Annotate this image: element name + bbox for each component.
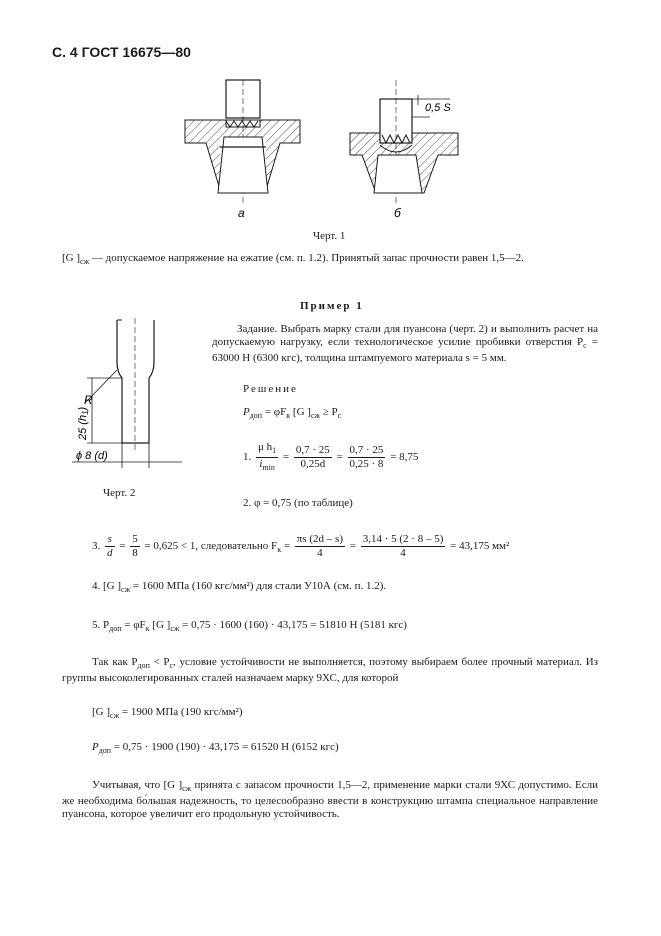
figure-2-radius-label: R: [84, 393, 93, 407]
step-5: 5. $P_{доп} = \varphi F_к$ [G ]$_{сж} = 0,75 \cdot 1600$ (160) · 43,175 = 51810 Н (5181 кгс): [92, 619, 407, 634]
fraction: $\frac{0,7 \cdot 25}{0,25 \cdot 8}$: [349, 444, 384, 471]
figure-2-height-label: 25 (h1): [77, 406, 90, 440]
fraction: $\frac{\pi s (2d - s)}{4}$: [296, 533, 343, 559]
figure-1-drawing: [180, 75, 480, 225]
fraction: $\frac{5}{8}$: [132, 533, 138, 559]
paragraph-2: Учитывая, что [G ]$_{сж}$ принята с запасом прочности 1,5—2, применение марки стали 9ХС допустимо. Если же необходима бо́льшая надежность, то целесообразно ввести в конструкцию штампа специальное направление пуансона, которое увеличит его продольную устойчивость.: [62, 779, 598, 821]
figure-1b: [350, 80, 458, 220]
fraction: $\frac{0,7 \cdot 25}{0,25d}$: [295, 444, 330, 471]
figure-1a: [185, 80, 300, 220]
fraction: $\frac{3,14 \cdot 5 (2 \cdot 8 - 5)}{4}$: [362, 533, 444, 559]
step-2: 2. φ = 0,75 (по таблице): [243, 497, 353, 509]
definition-line: [G ]$_{сж}$ — допускаемое напряжение на ежатие (см. п. 1.2). Принятый запас прочности равен 1,5—2.: [62, 252, 524, 267]
figure-1-caption: Черт. 1: [313, 230, 346, 242]
page-header: С. 4 ГОСТ 16675—80: [52, 44, 191, 60]
step-3: 3. $\frac{s}{d}$ = $\frac{5}{8}$ = 0,625 < 1, следовательно $F_к$ = $\frac{\pi s (2d - s)}{4}$ = $\frac{3,14 \cdot 5 (2 \cdot 8 - 5)}{4}$ = 43,175 мм²: [92, 533, 510, 559]
task-paragraph: Задание. Выбрать марку стали для пуансона (черт. 2) и выполнить расчет на допускаемую нагрузку, если технологическое усилие пробивки отверстия $P_с = 63000$ Н (6300 кгс), толщина штампуемого материала s = 5 мм.: [212, 323, 598, 365]
solution-heading: Решение: [243, 383, 298, 395]
fraction: $\frac{s}{d}$: [107, 533, 113, 559]
paragraph-1: Так как $P_{доп} < P_с$, условие устойчивости не выполняется, поэтому выбираем более прочный материал. Из группы высоколегированных сталей назначаем марку 9ХС, для которой: [62, 656, 598, 685]
figure-2-diameter-label: ϕ 8 (d): [76, 450, 108, 462]
fraction: $\frac{\mu h_1}{i_{min}}$: [258, 441, 277, 473]
step-4: 4. [G ]$_{сж} = 1600$ МПа (160 кгс/мм²) для стали У10А (см. п. 1.2).: [92, 580, 387, 595]
figure-2-caption: Черт. 2: [103, 487, 136, 499]
figure-2-drawing: [62, 318, 192, 478]
figure-1b-dimension: 0,5 S: [425, 102, 451, 114]
figure-1a-label: а: [238, 206, 245, 220]
example-title: Пример 1: [300, 300, 364, 312]
equation-b: $P_{доп} = 0,75 \cdot 1900$ (190) · 43,175 = 61520 Н (6152 кгс): [92, 741, 339, 756]
step-1: 1. $\frac{\mu h_1}{i_{min}}$ = $\frac{0,7 \cdot 25}{0,25d}$ = $\frac{0,7 \cdot 25}{0,25 \cdot 8}$ = 8,75: [243, 441, 419, 473]
equation-a: [G ]$_{сж} = 1900$ МПа (190 кгс/мм²): [92, 706, 243, 721]
figure-1b-label: б: [394, 206, 401, 220]
equation-base: $P_{доп} = \varphi F_к$ [G ]$_{сж} \ge P_с$: [243, 406, 342, 421]
